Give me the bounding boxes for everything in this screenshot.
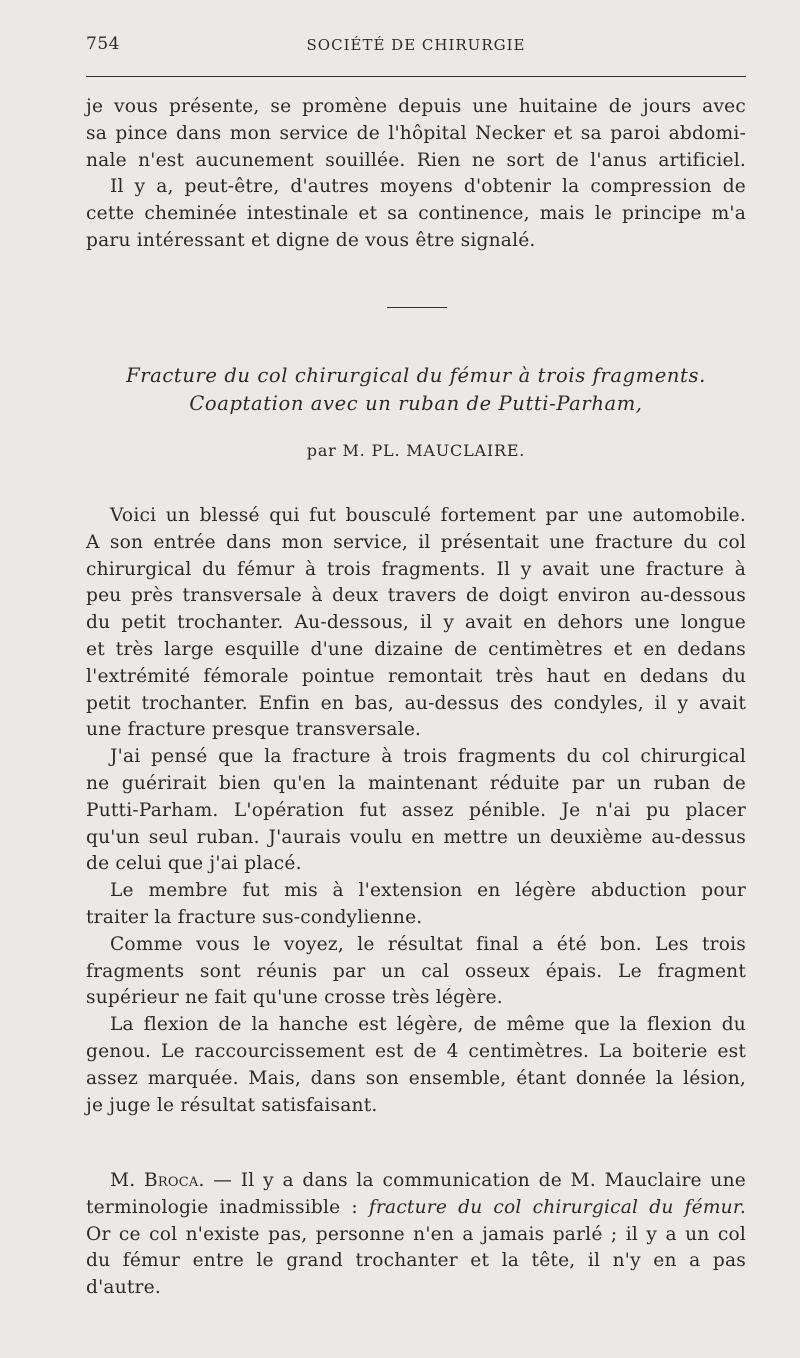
text-line: Comme vous le voyez, le résultat final a été bon. Les trois (110, 933, 746, 955)
text-line: supérieur ne fait qu'une crosse très légère. (86, 987, 503, 1009)
text-line: Il y a, peut-être, d'autres moyens d'obtenir la compression de (110, 176, 746, 198)
text-line: genou. Le raccourcissement est de 4 centimètres. La boiterie est (86, 1040, 746, 1062)
text-line: l'extrémité fémorale pointue remontait très haut en dedans du (86, 665, 746, 687)
author-name: MAUCLAIRE. (406, 441, 526, 460)
discussion-text: — Il y a dans la communication de M. Mauclaire une (213, 1170, 746, 1191)
text-line: et très large esquille d'une dizaine de centimètres et en dedans (86, 638, 746, 660)
article-title (86, 362, 746, 418)
text-line: sa pince dans mon service de l'hôpital Necker et sa paroi abdomi- (86, 122, 746, 144)
quoted-term: fracture du col chirurgical du fémur. (368, 1196, 746, 1218)
text-line: du fémur entre le grand trochanter et la tête, il n'y en a pas (86, 1250, 746, 1272)
text-line: nale n'est aucunement souillée. Rien ne sort de l'anus artificiel. (86, 149, 746, 171)
text-line: paru intéressant et digne de vous être signalé. (86, 229, 536, 251)
text-line: A son entrée dans mon service, il présentait une fracture du col (86, 531, 746, 553)
article-byline (86, 441, 746, 460)
article-title-line: Coaptation avec un ruban de Putti-Parham, (189, 392, 643, 415)
text-line: qu'un seul ruban. J'aurais voulu en mettre un deuxième au-dessus (86, 826, 746, 848)
speaker-name: Broca. (144, 1170, 205, 1191)
page-number: 754 (86, 34, 120, 54)
text-line: petit trochanter. Enfin en bas, au-dessus des condyles, il y avait (86, 692, 746, 714)
article-title-line: Fracture du col chirurgical du fémur à trois fragments. (126, 364, 706, 387)
text-line: du petit trochanter. Au-dessous, il y avait en dehors une longue (86, 612, 746, 634)
text-line: peu près transversale à deux travers de doigt environ au-dessous (86, 585, 746, 607)
byline-prefix: par M. PL. (306, 441, 401, 460)
text-line: de celui que j'ai placé. (86, 853, 302, 875)
text-line: je juge le résultat satisfaisant. (86, 1094, 378, 1116)
text-line: traiter la fracture sus-condylienne. (86, 906, 423, 928)
section-divider (387, 307, 447, 308)
text-line: une fracture presque transversale. (86, 719, 422, 741)
running-title: SOCIÉTÉ DE CHIRURGIE (306, 36, 526, 54)
text-line: La flexion de la hanche est légère, de même que la flexion du (110, 1014, 746, 1036)
text-line: d'autre. (86, 1277, 161, 1299)
text-line (86, 1195, 746, 1222)
text-line: Or ce col n'existe pas, personne n'en a jamais parlé ; il y a un col (86, 1223, 746, 1245)
text-line: je vous présente, se promène depuis une huitaine de jours avec (86, 96, 746, 117)
text-line: Le membre fut mis à l'extension en légère abduction pour (110, 880, 746, 902)
intro-paragraph (86, 94, 746, 255)
text-line: cette cheminée intestinale et sa continence, mais le principe m'a (86, 203, 746, 225)
text-line: ne guérirait bien qu'en la maintenant réduite par un ruban de (86, 772, 746, 794)
text-line: Putti-Parham. L'opération fut assez pénible. Je n'ai pu placer (86, 799, 746, 821)
text-line: J'ai pensé que la fracture à trois fragments du col chirurgical (110, 746, 746, 768)
article-body (86, 503, 746, 1119)
speaker-prefix: M. (110, 1170, 136, 1191)
text-line (86, 1168, 746, 1195)
text-line: Voici un blessé qui fut bousculé fortement par une automobile. (110, 505, 746, 526)
text-line: assez marquée. Mais, dans son ensemble, étant donnée la lésion, (86, 1067, 746, 1089)
text-line: fragments sont réunis par un cal osseux épais. Le fragment (86, 960, 746, 982)
page-header (86, 34, 746, 60)
discussion-text: terminologie inadmissible : (86, 1196, 358, 1218)
text-line: chirurgical du fémur à trois fragments. Il y avait une fracture à (86, 558, 746, 580)
header-rule (86, 76, 746, 77)
discussion-paragraph (86, 1168, 746, 1302)
